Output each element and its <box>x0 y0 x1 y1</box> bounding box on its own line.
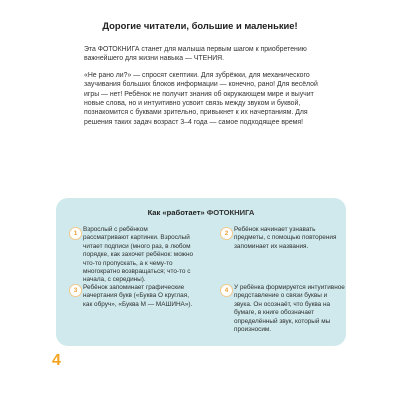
step-number-2: 2 <box>220 227 233 240</box>
step-number-3: 3 <box>69 284 82 297</box>
card-title-brand: ФОТОКНИГА <box>206 208 255 217</box>
card-title <box>56 208 346 217</box>
page-title: Дорогие читатели, большие и маленькие! <box>102 20 298 31</box>
step-text-1: Взрослый с ребёнком рассматривают картинки. Взрослый читает подписи (много раз, в любом порядке, как захочет ребёнок: можно что-то пропускать, а к чему-то многократно возвращаться; что-то с начала, с середины). <box>83 226 194 284</box>
how-it-works-card <box>56 198 346 346</box>
intro-text <box>84 45 334 134</box>
step-text-4: У ребёнка формируется интуитивное представление о связи буквы и звука. Он осознаёт, что буква на бумаге, в книге обозначает определённый звук, который мы произносим. <box>234 284 345 334</box>
step-number-4: 4 <box>220 284 233 297</box>
step-number-1: 1 <box>69 227 82 240</box>
intro-paragraph-1: Эта ФОТОКНИГА станет для малыша первым шагом к приобретению важнейшего для жизни навыка — ЧТЕНИЯ. <box>84 46 307 63</box>
card-title-prefix: Как «работает» <box>147 208 207 217</box>
step-text-2: Ребёнок начинает узнавать предметы, с помощью повторения запоминает их названия. <box>234 226 337 250</box>
intro-paragraph-2: «Не рано ли?» — спросят скептики. Для зубрёжки, для механического заучивания больших блоков информации — конечно, рано! Для весёлой игры — нет! Ребёнок не получит знания об окружающем мире и выучит новые слова, но и интуитивно усвоит связь между звуком и буквой, познакомится с буквами зрительно, привыкнет к их начертаниям. Для решения таких задач возраст 3–4 года — самое подходящее время! <box>84 71 318 126</box>
step-text-3: Ребёнок запоминает графические начертания букв («Буква О круглая, как обруч», «Буква М — МАШИНА»). <box>83 284 193 308</box>
page-number: 4 <box>52 352 61 369</box>
